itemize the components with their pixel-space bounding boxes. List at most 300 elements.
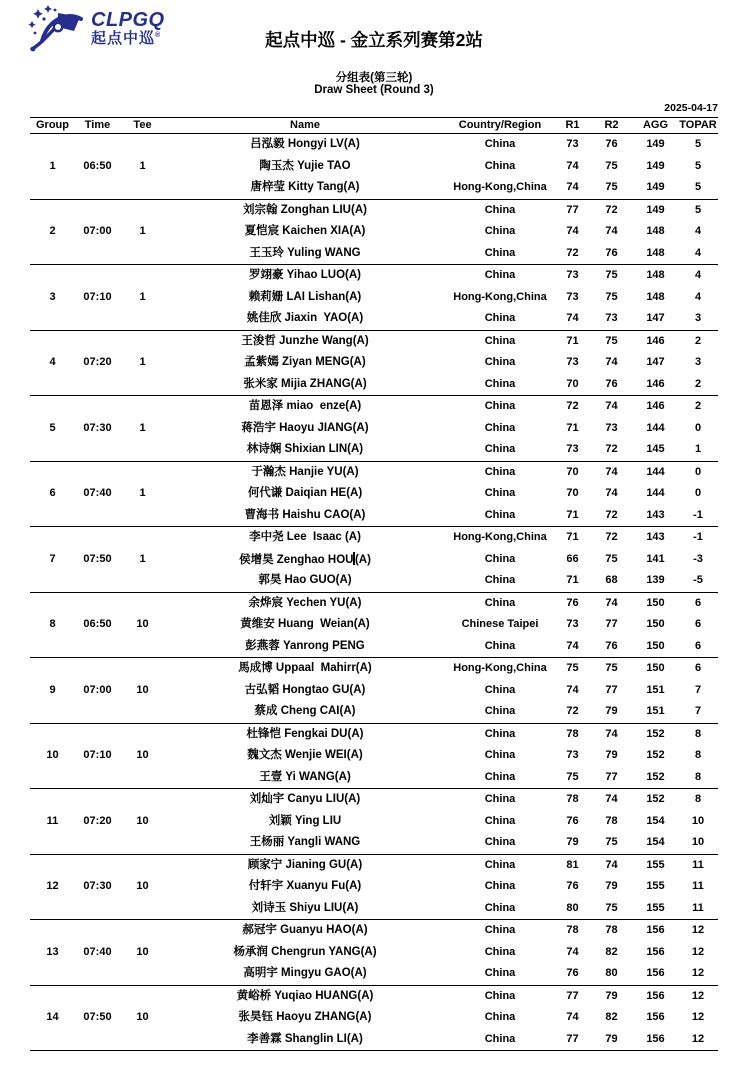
player-country-cell: Hong-Kong,China (453, 290, 547, 303)
player-topar-cell: 10 (691, 814, 705, 827)
player-country-cell: China (484, 770, 516, 783)
group-block (30, 462, 718, 528)
player-r2-cell: 72 (605, 203, 618, 216)
player-country-cell: China (484, 312, 516, 325)
player-agg-cell: 149 (646, 159, 665, 172)
player-r1-cell: 73 (566, 290, 579, 303)
group-time-cell: 07:50 (83, 1011, 112, 1024)
player-country-cell: China (484, 749, 516, 762)
group-tee-cell: 1 (139, 225, 146, 238)
registered-mark: ® (155, 31, 162, 39)
column-header-topar: TOPAR (679, 119, 717, 131)
group-tee-cell: 1 (139, 421, 146, 434)
player-country-cell: China (484, 443, 516, 456)
player-r1-cell: 74 (566, 159, 579, 172)
player-name-cell: 郭昊 Hao GUO(A) (258, 574, 352, 586)
player-r1-cell: 77 (566, 1032, 579, 1045)
group-time-cell: 07:30 (83, 421, 112, 434)
player-topar-cell: 0 (694, 465, 702, 478)
player-agg-cell: 145 (646, 443, 665, 456)
player-agg-cell: 148 (646, 290, 665, 303)
player-name-cell: 陶玉杰 Yujie TAO (259, 159, 351, 172)
group-number-cell: 12 (46, 880, 59, 893)
player-country-cell: China (484, 159, 516, 172)
column-header-r2: R2 (604, 119, 619, 131)
player-name-cell: 罗翊豪 Yihao LUO(A) (248, 269, 361, 281)
group-time-cell: 06:50 (83, 618, 112, 631)
player-country-cell: China (484, 400, 516, 413)
player-topar-cell: 2 (694, 334, 702, 347)
player-agg-cell: 146 (646, 377, 665, 390)
player-country-cell: China (484, 203, 516, 216)
player-name-cell: 张昊钰 Haoyu ZHANG(A) (238, 1011, 372, 1023)
player-r1-cell: 74 (566, 945, 579, 958)
subtitle-english: Draw Sheet (Round 3) (314, 84, 434, 96)
player-topar-cell: -3 (693, 552, 703, 565)
player-r2-cell: 77 (605, 683, 618, 696)
player-name-cell: 张米家 Mijia ZHANG(A) (243, 377, 367, 390)
player-r2-cell: 79 (605, 989, 618, 1002)
player-r2-cell: 77 (605, 618, 618, 631)
player-name-cell: 于瀚杰 Hanjie YU(A) (251, 465, 359, 478)
player-agg-cell: 146 (646, 334, 665, 347)
player-name-cell: 刘颖 Ying LIU (268, 814, 342, 827)
group-number-cell: 7 (49, 552, 56, 565)
player-r1-cell: 72 (566, 400, 579, 413)
player-r1-cell: 74 (566, 1011, 579, 1024)
player-agg-cell: 155 (646, 901, 665, 914)
player-r1-cell: 70 (566, 465, 579, 478)
player-country-cell: China (484, 596, 516, 609)
player-agg-cell: 143 (646, 531, 665, 544)
logo-brand-name: CLPGQ (91, 8, 165, 31)
player-topar-cell: 12 (691, 1032, 705, 1045)
player-r1-cell: 74 (566, 683, 579, 696)
player-agg-cell: 141 (646, 552, 665, 565)
player-r2-cell: 80 (605, 967, 618, 980)
player-name-cell: 黄峪桥 Yuqiao HUANG(A) (236, 989, 374, 1002)
player-agg-cell: 148 (646, 246, 665, 259)
player-r2-cell: 82 (605, 1011, 618, 1024)
column-header-group: Group (36, 119, 69, 131)
column-header-country: Country/Region (458, 119, 542, 131)
player-agg-cell: 156 (646, 967, 665, 980)
player-agg-cell: 154 (646, 836, 665, 849)
player-r1-cell: 76 (566, 596, 579, 609)
player-topar-cell: 3 (694, 312, 702, 325)
player-country-cell: China (484, 727, 516, 740)
player-agg-cell: 155 (646, 880, 665, 893)
player-r1-cell: 74 (566, 312, 579, 325)
player-r2-cell: 78 (605, 924, 618, 937)
player-country-cell: China (484, 858, 516, 871)
player-topar-cell: 8 (694, 770, 702, 783)
player-agg-cell: 143 (646, 508, 665, 521)
player-agg-cell: 149 (646, 181, 665, 194)
player-r2-cell: 75 (605, 552, 618, 565)
group-time-cell: 07:30 (83, 880, 112, 893)
player-country-cell: China (484, 945, 516, 958)
player-r2-cell: 74 (605, 465, 618, 478)
group-block (30, 396, 718, 462)
player-topar-cell: 11 (692, 880, 704, 893)
group-tee-cell: 1 (139, 290, 146, 303)
player-country-cell: China (484, 705, 516, 718)
player-topar-cell: 3 (694, 356, 702, 369)
group-time-cell: 07:40 (83, 945, 112, 958)
player-name-cell: 苗恩泽 miao enze(A) (248, 400, 362, 412)
player-topar-cell: -1 (693, 508, 703, 521)
player-r1-cell: 71 (566, 508, 579, 521)
player-agg-cell: 150 (646, 639, 665, 652)
group-block (30, 855, 718, 921)
player-topar-cell: 0 (694, 487, 702, 500)
player-r2-cell: 79 (605, 1032, 618, 1045)
player-name-cell: 侯增昊 Zenghao HOU (A) (239, 554, 371, 566)
player-topar-cell: 1 (694, 443, 702, 456)
player-agg-cell: 144 (646, 487, 665, 500)
player-topar-cell: 4 (694, 225, 702, 238)
player-r1-cell: 72 (566, 246, 579, 259)
player-r2-cell: 74 (605, 400, 618, 413)
group-block (30, 527, 718, 593)
player-topar-cell: 0 (694, 421, 702, 434)
group-tee-cell: 10 (136, 749, 149, 762)
player-r1-cell: 73 (566, 138, 579, 151)
player-name-cell: 夏恺宸 Kaichen XIA(A) (244, 225, 366, 237)
player-topar-cell: 12 (691, 924, 705, 937)
player-name-cell: 孟紫嫣 Ziyan MENG(A) (244, 356, 366, 368)
group-tee-cell: 1 (139, 552, 146, 565)
group-tee-cell: 10 (136, 814, 149, 827)
player-agg-cell: 147 (646, 312, 665, 325)
player-agg-cell: 152 (646, 749, 665, 762)
table-header-row (30, 117, 718, 134)
player-r1-cell: 71 (566, 421, 579, 434)
player-topar-cell: 4 (694, 290, 702, 303)
player-topar-cell: 7 (694, 683, 702, 696)
player-r2-cell: 72 (605, 531, 618, 544)
player-r2-cell: 76 (605, 377, 618, 390)
player-r1-cell: 73 (566, 356, 579, 369)
player-name-cell: 刘灿宇 Canyu LIU(A) (249, 793, 361, 805)
player-country-cell: China (484, 487, 516, 500)
group-block (30, 134, 718, 200)
player-r2-cell: 74 (605, 225, 618, 238)
group-tee-cell: 10 (136, 683, 149, 696)
player-r2-cell: 73 (605, 312, 618, 325)
group-tee-cell: 1 (139, 487, 146, 500)
player-topar-cell: 12 (691, 945, 705, 958)
player-name-cell: 刘诗玉 Shiyu LIU(A) (251, 901, 359, 914)
player-r1-cell: 77 (566, 989, 579, 1002)
group-number-cell: 14 (46, 1011, 59, 1024)
player-r2-cell: 72 (605, 508, 618, 521)
player-r1-cell: 73 (566, 269, 579, 282)
player-r2-cell: 79 (605, 749, 618, 762)
player-r2-cell: 73 (605, 421, 618, 434)
group-tee-cell: 1 (139, 356, 146, 369)
player-country-cell: Chinese Taipei (461, 618, 539, 631)
player-r2-cell: 68 (605, 574, 618, 587)
player-name-cell: 高明宇 Mingyu GAO(A) (243, 967, 367, 979)
player-r2-cell: 75 (605, 159, 618, 172)
player-topar-cell: 8 (694, 793, 702, 806)
player-country-cell: China (484, 138, 516, 151)
player-country-cell: China (484, 901, 516, 914)
group-number-cell: 13 (46, 945, 59, 958)
player-agg-cell: 152 (646, 770, 665, 783)
player-country-cell: China (484, 1011, 516, 1024)
player-r1-cell: 71 (566, 334, 579, 347)
player-r2-cell: 78 (605, 814, 618, 827)
player-name-cell: 顾家宁 Jianing GU(A) (247, 858, 363, 871)
player-r1-cell: 71 (566, 574, 579, 587)
group-block (30, 920, 718, 986)
group-time-cell: 07:10 (83, 749, 112, 762)
player-topar-cell: 4 (694, 246, 702, 259)
player-r1-cell: 75 (566, 662, 579, 675)
group-time-cell: 07:00 (83, 683, 112, 696)
player-topar-cell: 6 (694, 618, 702, 631)
player-r2-cell: 74 (605, 356, 618, 369)
group-time-cell: 07:40 (83, 487, 112, 500)
player-agg-cell: 147 (646, 356, 665, 369)
player-country-cell: China (484, 989, 516, 1002)
player-country-cell: China (484, 1032, 516, 1045)
player-topar-cell: 2 (694, 400, 702, 413)
player-country-cell: China (484, 683, 516, 696)
player-r2-cell: 75 (605, 662, 618, 675)
player-name-cell: 古弘韬 Hongtao GU(A) (244, 683, 366, 696)
player-topar-cell: 12 (691, 989, 705, 1002)
group-number-cell: 5 (49, 421, 56, 434)
player-r1-cell: 71 (566, 531, 579, 544)
column-header-r1: R1 (565, 119, 580, 131)
player-topar-cell: 7 (694, 705, 702, 718)
player-r2-cell: 74 (605, 596, 618, 609)
player-agg-cell: 156 (646, 989, 665, 1002)
group-time-cell: 07:10 (83, 290, 112, 303)
group-number-cell: 2 (49, 225, 56, 238)
player-r1-cell: 78 (566, 924, 579, 937)
player-r1-cell: 74 (566, 181, 579, 194)
player-topar-cell: 12 (691, 967, 705, 980)
player-topar-cell: 12 (691, 1011, 705, 1024)
group-block (30, 200, 718, 266)
player-topar-cell: 8 (694, 749, 702, 762)
player-r2-cell: 75 (605, 334, 618, 347)
player-country-cell: Hong-Kong,China (453, 181, 547, 194)
player-country-cell: China (484, 356, 516, 369)
group-number-cell: 10 (46, 749, 59, 762)
player-topar-cell: 8 (694, 727, 702, 740)
player-name-cell: 馬成博 Uppaal Mahirr(A) (238, 662, 372, 674)
group-time-cell: 07:20 (83, 814, 112, 827)
player-country-cell: China (484, 793, 516, 806)
player-agg-cell: 148 (646, 269, 665, 282)
player-country-cell: China (484, 639, 516, 652)
player-agg-cell: 150 (646, 662, 665, 675)
player-r2-cell: 79 (605, 705, 618, 718)
player-name-cell: 王壹 Yi WANG(A) (259, 770, 351, 783)
player-agg-cell: 150 (646, 596, 665, 609)
group-number-cell: 11 (46, 814, 59, 827)
player-country-cell: China (484, 465, 516, 478)
player-name-cell: 王玉玲 Yuling WANG (249, 246, 361, 259)
player-country-cell: China (484, 269, 516, 282)
player-r1-cell: 73 (566, 618, 579, 631)
player-name-cell: 黄维安 Huang Weian(A) (240, 618, 370, 630)
player-r1-cell: 74 (566, 639, 579, 652)
group-block (30, 331, 718, 397)
player-r1-cell: 79 (566, 836, 579, 849)
player-r2-cell: 76 (605, 246, 618, 259)
player-agg-cell: 151 (646, 683, 665, 696)
group-tee-cell: 1 (139, 159, 146, 172)
group-number-cell: 1 (49, 159, 56, 172)
player-name-cell: 姚佳欣 Jiaxin YAO(A) (246, 312, 364, 324)
player-name-cell: 杨承润 Chengrun YANG(A) (233, 945, 377, 958)
player-r2-cell: 76 (605, 639, 618, 652)
player-r2-cell: 74 (605, 858, 618, 871)
player-r2-cell: 75 (605, 836, 618, 849)
group-time-cell: 07:00 (83, 225, 112, 238)
player-name-cell: 林诗娴 Shixian LIN(A) (246, 443, 364, 455)
subtitle-chinese: 分组表(第三轮) (335, 72, 413, 84)
group-number-cell: 3 (49, 290, 56, 303)
player-agg-cell: 156 (646, 945, 665, 958)
group-block (30, 986, 718, 1052)
group-time-cell: 06:50 (83, 159, 112, 172)
player-agg-cell: 149 (646, 203, 665, 216)
group-tee-cell: 10 (136, 880, 149, 893)
player-name-cell: 王浚哲 Junzhe Wang(A) (241, 334, 369, 347)
player-r2-cell: 77 (605, 770, 618, 783)
player-agg-cell: 149 (646, 138, 665, 151)
player-name-cell: 彭燕蓉 Yanrong PENG (245, 639, 365, 652)
player-r2-cell: 76 (605, 138, 618, 151)
player-r2-cell: 75 (605, 181, 618, 194)
player-topar-cell: 6 (694, 639, 702, 652)
player-name-cell: 赖莉姗 LAI Lishan(A) (248, 290, 362, 303)
text-caret (353, 552, 355, 565)
player-country-cell: Hong-Kong,China (453, 531, 547, 544)
player-country-cell: China (484, 552, 516, 565)
player-name-cell: 蒋浩宇 Haoyu JIANG(A) (241, 421, 369, 434)
player-name-cell: 李中尧 Lee Isaac (A) (249, 531, 361, 543)
group-block (30, 658, 718, 724)
player-r1-cell: 75 (566, 770, 579, 783)
player-country-cell: China (484, 225, 516, 238)
column-header-time: Time (84, 119, 111, 131)
table-body (30, 134, 718, 1051)
group-time-cell: 07:20 (83, 356, 112, 369)
player-r1-cell: 70 (566, 487, 579, 500)
sheet-date: 2025-04-17 (664, 102, 718, 114)
player-r2-cell: 75 (605, 901, 618, 914)
group-tee-cell: 10 (136, 618, 149, 631)
player-topar-cell: 4 (694, 269, 702, 282)
player-agg-cell: 152 (646, 793, 665, 806)
group-number-cell: 8 (49, 618, 56, 631)
player-name-cell: 曹海书 Haishu CAO(A) (244, 508, 366, 521)
player-topar-cell: 5 (694, 159, 702, 172)
group-tee-cell: 10 (136, 945, 149, 958)
player-name-cell: 郝冠宇 Guanyu HAO(A) (242, 924, 368, 936)
player-agg-cell: 156 (646, 1032, 665, 1045)
player-name-cell: 杜锋恺 Fengkai DU(A) (246, 727, 364, 740)
player-topar-cell: 5 (694, 138, 702, 151)
player-name-cell: 唐梓莹 Kitty Tang(A) (250, 181, 360, 193)
player-agg-cell: 144 (646, 465, 665, 478)
player-name-cell: 李善霖 Shanglin LI(A) (247, 1032, 363, 1045)
player-country-cell: China (484, 814, 516, 827)
logo-brand-name-cn: 起点中巡® (91, 29, 162, 47)
page-title: 起点中巡 - 金立系列赛第2站 (265, 30, 483, 50)
player-name-cell: 何代谦 Daiqian HE(A) (247, 487, 363, 499)
player-name-cell: 刘宗翰 Zonghan LIU(A) (243, 203, 367, 216)
player-r2-cell: 74 (605, 793, 618, 806)
player-r1-cell: 74 (566, 225, 579, 238)
player-topar-cell: 5 (694, 181, 702, 194)
player-name-cell: 余烨宸 Yechen YU(A) (248, 596, 362, 609)
player-r2-cell: 74 (605, 727, 618, 740)
player-country-cell: China (484, 967, 516, 980)
player-r2-cell: 79 (605, 880, 618, 893)
player-topar-cell: 10 (691, 836, 705, 849)
player-agg-cell: 155 (646, 858, 665, 871)
player-agg-cell: 156 (646, 1011, 665, 1024)
player-r1-cell: 81 (566, 858, 579, 871)
player-r1-cell: 76 (566, 967, 579, 980)
player-name-cell: 蔡成 Cheng CAI(A) (254, 705, 356, 717)
group-block (30, 265, 718, 331)
player-r1-cell: 76 (566, 814, 579, 827)
player-r1-cell: 73 (566, 443, 579, 456)
player-r2-cell: 82 (605, 945, 618, 958)
player-topar-cell: 11 (692, 901, 704, 914)
player-agg-cell: 154 (646, 814, 665, 827)
player-agg-cell: 156 (646, 924, 665, 937)
player-name-cell: 王杨丽 Yangli WANG (249, 836, 361, 848)
player-r1-cell: 72 (566, 705, 579, 718)
player-topar-cell: 11 (692, 858, 704, 871)
player-r1-cell: 66 (566, 552, 579, 565)
player-r2-cell: 75 (605, 269, 618, 282)
group-block (30, 789, 718, 855)
group-number-cell: 4 (49, 356, 56, 369)
player-r1-cell: 78 (566, 793, 579, 806)
player-topar-cell: -5 (693, 574, 703, 587)
draw-sheet-table (30, 117, 718, 1051)
player-country-cell: China (484, 246, 516, 259)
player-agg-cell: 144 (646, 421, 665, 434)
player-agg-cell: 139 (646, 574, 665, 587)
player-name-cell: 吕泓毅 Hongyi LV(A) (250, 138, 360, 150)
player-country-cell: China (484, 377, 516, 390)
column-header-tee: Tee (133, 119, 152, 131)
group-tee-cell: 10 (136, 1011, 149, 1024)
player-country-cell: China (484, 421, 516, 434)
group-number-cell: 9 (49, 683, 56, 696)
group-time-cell: 07:50 (83, 552, 112, 565)
group-block (30, 724, 718, 790)
player-r1-cell: 76 (566, 880, 579, 893)
player-country-cell: China (484, 334, 516, 347)
player-name-cell: 魏文杰 Wenjie WEI(A) (247, 749, 363, 761)
player-agg-cell: 150 (646, 618, 665, 631)
